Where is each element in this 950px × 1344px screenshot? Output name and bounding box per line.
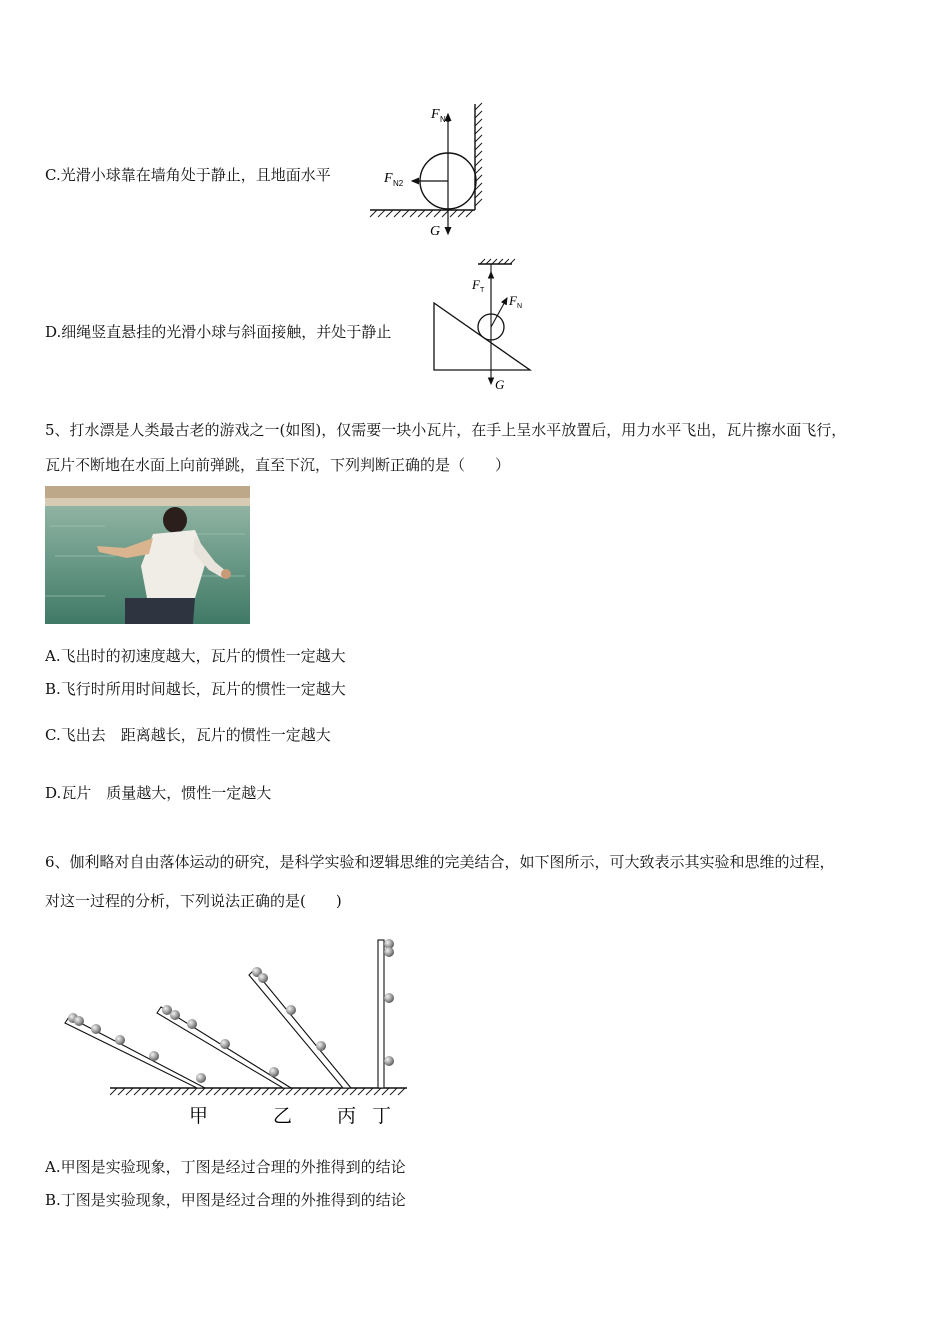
label-jia: 甲 xyxy=(189,1105,209,1127)
q5-option-d: D.瓦片 质量越大，惯性一定越大 xyxy=(45,784,272,802)
fn-label: F xyxy=(509,293,517,308)
q5-option-c: C.飞出去 距离越长，瓦片的惯性一定越大 xyxy=(45,726,331,744)
fn-sub: N xyxy=(517,303,523,310)
fn2-sub: N2 xyxy=(393,179,404,188)
galileo-incline-figure xyxy=(55,935,420,1135)
stone-skipping-photo xyxy=(45,486,250,624)
ft-sub: T xyxy=(480,287,485,294)
q6-stem-line1: 6、伽利略对自由落体运动的研究，是科学实验和逻辑思维的完美结合，如下图所示，可大致表示其实验和思维的过程， xyxy=(45,853,835,871)
ft-label: F xyxy=(472,277,480,292)
fn2-label: F xyxy=(384,171,393,186)
fn1-label: F xyxy=(431,107,440,122)
label-yi: 乙 xyxy=(273,1105,293,1127)
hanging-ball-incline-figure xyxy=(428,256,538,394)
label-bing: 丙 xyxy=(337,1105,357,1127)
q6-option-a: A.甲图是实验现象，丁图是经过合理的外推得到的结论 xyxy=(45,1158,406,1176)
q4-option-c: C.光滑小球靠在墙角处于静止，且地面水平 xyxy=(45,166,331,184)
q5-option-a: A.飞出时的初速度越大，瓦片的惯性一定越大 xyxy=(45,647,346,665)
q6-option-b: B.丁图是实验现象，甲图是经过合理的外推得到的结论 xyxy=(45,1191,406,1209)
q6-stem-line2: 对这一过程的分析，下列说法正确的是( ) xyxy=(45,892,342,910)
g-label: G xyxy=(495,377,505,392)
q5-stem-line2: 瓦片不断地在水面上向前弹跳，直至下沉，下列判断正确的是（ ） xyxy=(45,456,511,474)
q5-stem-line1: 5、打水漂是人类最古老的游戏之一(如图)，仅需要一块小瓦片，在手上呈水平放置后，用力水平飞出，瓦片擦水面飞行， xyxy=(45,421,847,439)
gravity-label: G xyxy=(430,224,441,239)
label-ding: 丁 xyxy=(372,1105,392,1127)
fn1-sub: N1 xyxy=(440,115,451,124)
wall-corner-ball-figure xyxy=(365,98,490,240)
q5-option-b: B.飞行时所用时间越长，瓦片的惯性一定越大 xyxy=(45,680,346,698)
q4-option-d: D.细绳竖直悬挂的光滑小球与斜面接触，并处于静止 xyxy=(45,323,392,341)
